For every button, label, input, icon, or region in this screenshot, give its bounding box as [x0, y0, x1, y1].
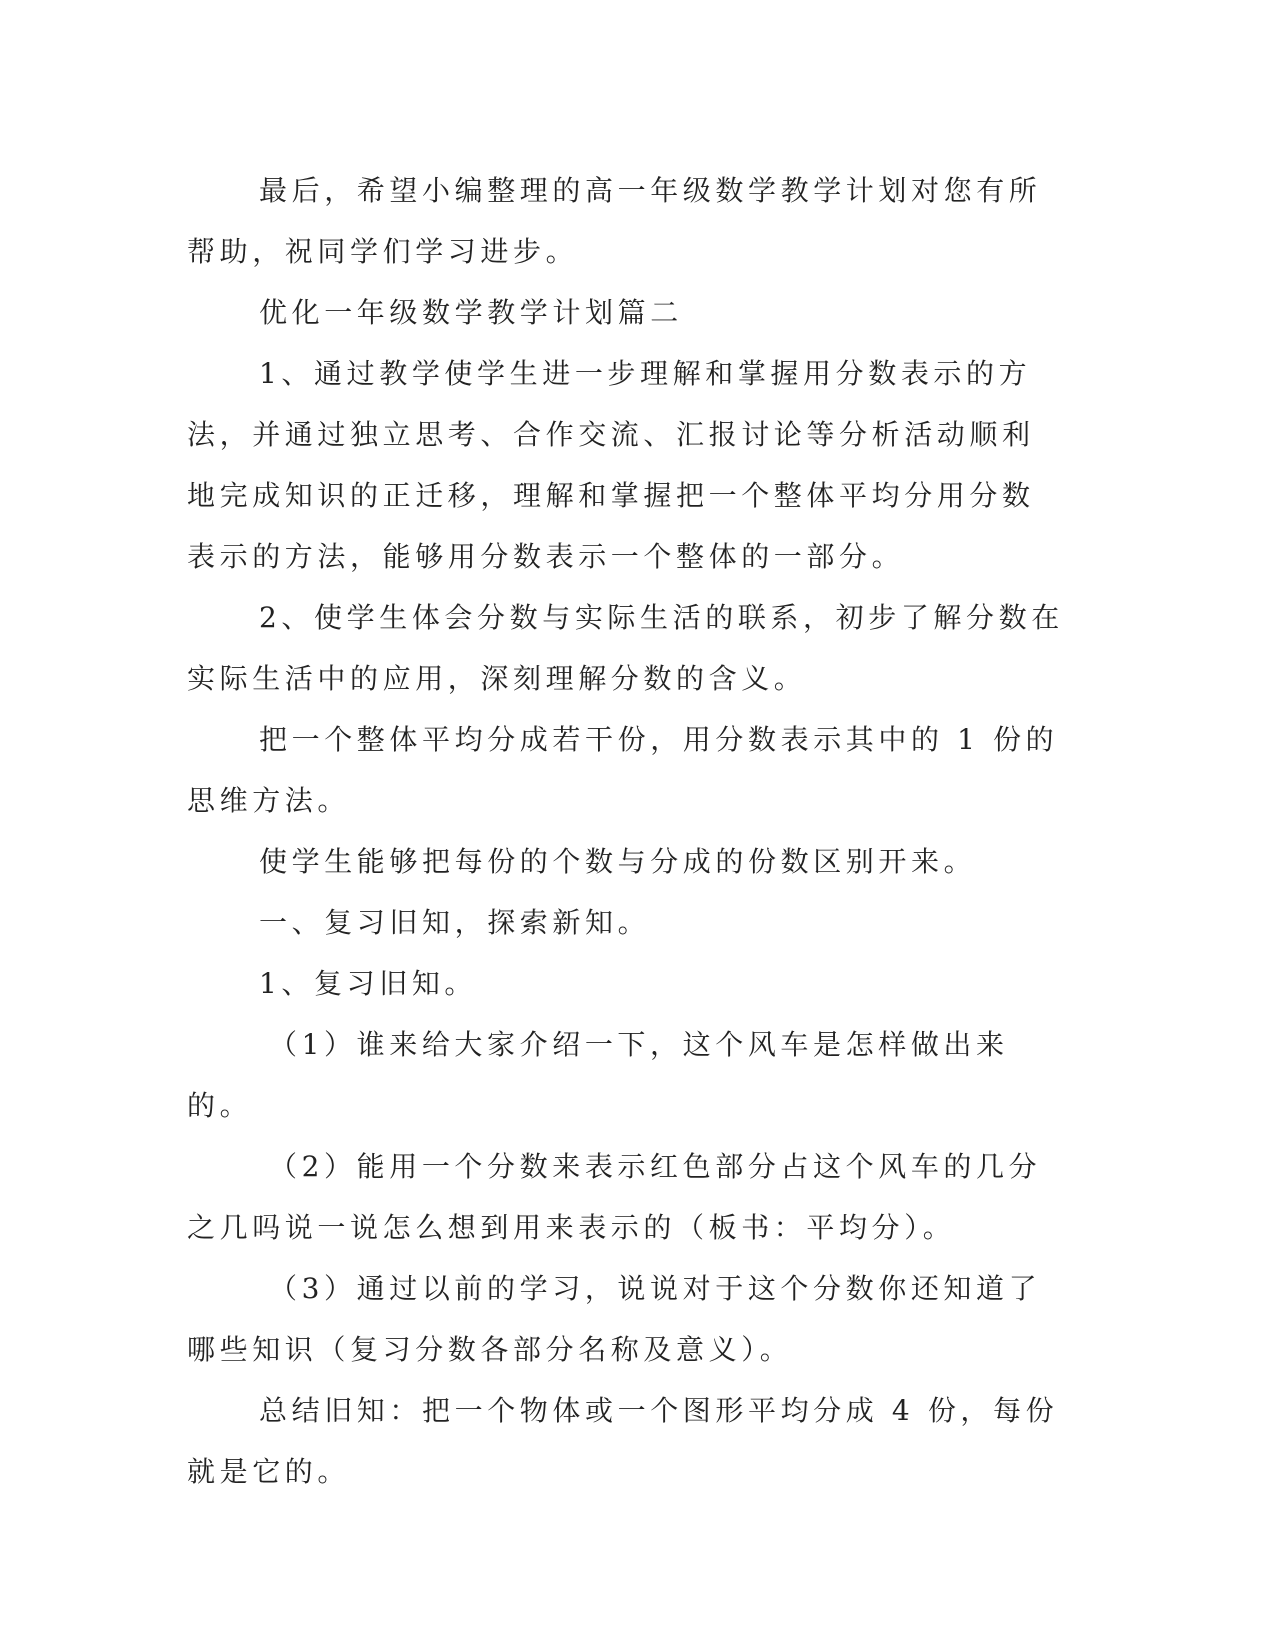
paragraph-goal-2: 2、使学生体会分数与实际生活的联系，初步了解分数在实际生活中的应用，深刻理解分数的含义。 [187, 601, 1064, 695]
paragraph-key-point: 把一个整体平均分成若干份，用分数表示其中的 1 份的思维方法。 [187, 723, 1059, 817]
paragraph-difficulty: 使学生能够把每份的个数与分成的份数区别开来。 [259, 845, 977, 878]
question-1: （1）谁来给大家介绍一下，这个风车是怎样做出来的。 [187, 1028, 1009, 1122]
document-body [187, 160, 1067, 1502]
subheading-review: 一、复习旧知，探索新知。 [259, 906, 651, 939]
subheading-review-item: 1、复习旧知。 [259, 967, 478, 1000]
paragraph-closing-remark: 最后，希望小编整理的高一年级数学教学计划对您有所帮助，祝同学们学习进步。 [187, 174, 1042, 268]
paragraph-goal-1: 1、通过教学使学生进一步理解和掌握用分数表示的方法，并通过独立思考、合作交流、汇报讨论等分析活动顺利地完成知识的正迁移，理解和掌握把一个整体平均分用分数表示的方法，能够用分数表示一个整体的一部分。 [187, 357, 1035, 573]
paragraph-summary: 总结旧知：把一个物体或一个图形平均分成 4 份，每份就是它的。 [187, 1394, 1059, 1488]
question-3: （3）通过以前的学习，说说对于这个分数你还知道了哪些知识（复习分数各部分名称及意义）。 [187, 1272, 1042, 1366]
question-2: （2）能用一个分数来表示红色部分占这个风车的几分之几吗说一说怎么想到用来表示的（板书：平均分）。 [187, 1150, 1042, 1244]
section-heading: 优化一年级数学教学计划篇二 [259, 296, 683, 329]
